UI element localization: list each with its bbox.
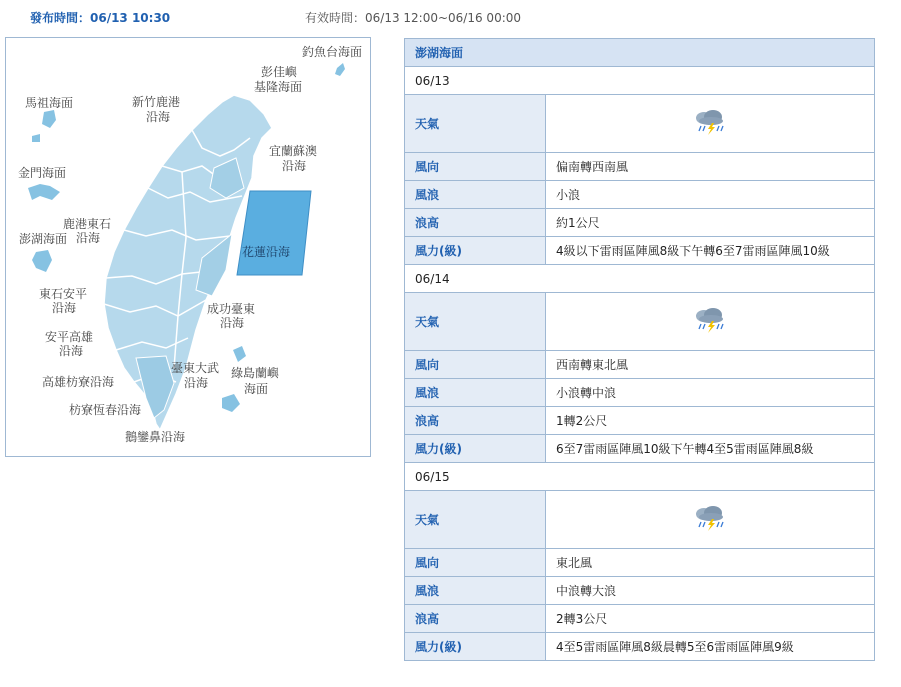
label-anping-2[interactable]: 沿海	[59, 344, 84, 358]
weather-cell	[546, 491, 875, 549]
date-row	[405, 463, 875, 491]
thunderstorm-icon	[693, 307, 727, 333]
issued-time: 發布時間：06/13 10:30	[30, 11, 171, 25]
wave-value: 中浪轉大浪	[546, 577, 875, 605]
wind-force-value: 4級以下雷雨區陣風8級下午轉6至7雷雨區陣風10級	[546, 237, 875, 265]
weather-cell	[546, 293, 875, 351]
label-kinmen[interactable]: 金門海面	[18, 166, 67, 180]
label-anping[interactable]: 安平高雄	[45, 330, 94, 344]
thunderstorm-icon	[693, 109, 727, 135]
hualien-sea-zone[interactable]	[237, 191, 311, 275]
ludao-island[interactable]	[233, 346, 246, 362]
wind-dir-label: 風向	[405, 549, 546, 577]
wind-force-label: 風力(級)	[405, 633, 546, 661]
label-dongshi[interactable]: 東石安平	[39, 287, 88, 301]
valid-time: 有效時間：06/13 12:00~06/16 00:00	[305, 11, 522, 25]
wave-height-value: 2轉3公尺	[546, 605, 875, 633]
date-label: 06/13	[405, 67, 875, 95]
wave-value: 小浪	[546, 181, 875, 209]
wind-dir-label: 風向	[405, 153, 546, 181]
wave-value: 小浪轉中浪	[546, 379, 875, 407]
date-row	[405, 265, 875, 293]
weather-row	[405, 293, 875, 351]
label-keelung[interactable]: 基隆海面	[254, 80, 303, 94]
date-row	[405, 67, 875, 95]
label-chenggong[interactable]: 成功臺東	[207, 302, 256, 316]
wind-dir-value: 東北風	[546, 549, 875, 577]
label-penghu[interactable]: 澎湖海面	[19, 232, 68, 246]
weather-label: 天氣	[405, 95, 546, 153]
wind-force-value: 4至5雷雨區陣風8級晨轉5至6雷雨區陣風9級	[546, 633, 875, 661]
thunderstorm-icon	[693, 505, 727, 531]
wind-force-label: 風力(級)	[405, 237, 546, 265]
weather-label: 天氣	[405, 491, 546, 549]
date-label: 06/15	[405, 463, 875, 491]
wind-dir-value: 偏南轉西南風	[546, 153, 875, 181]
label-lukang-2[interactable]: 沿海	[76, 231, 101, 245]
label-hualien[interactable]: 花蓮沿海	[242, 245, 291, 259]
label-kaohsiung[interactable]: 高雄枋寮沿海	[42, 375, 115, 389]
weather-cell	[546, 95, 875, 153]
wave-height-label: 浪高	[405, 605, 546, 633]
date-label: 06/14	[405, 265, 875, 293]
wave-height-label: 浪高	[405, 407, 546, 435]
area-name: 澎湖海面	[405, 39, 875, 67]
label-diaoyutai[interactable]: 釣魚台海面	[302, 45, 363, 59]
label-eluanbi[interactable]: 鵝鑾鼻沿海	[125, 430, 186, 444]
wind-force-value: 6至7雷雨區陣風10級下午轉4至5雷雨區陣風8級	[546, 435, 875, 463]
label-taitung-2[interactable]: 沿海	[184, 376, 209, 390]
wind-force-label: 風力(級)	[405, 435, 546, 463]
label-hsinchu[interactable]: 新竹鹿港	[132, 95, 181, 109]
label-ludao-2[interactable]: 海面	[244, 382, 269, 396]
wave-height-value: 1轉2公尺	[546, 407, 875, 435]
wave-height-value: 約1公尺	[546, 209, 875, 237]
weather-label: 天氣	[405, 293, 546, 351]
sea-area-map	[5, 37, 371, 457]
label-matsu[interactable]: 馬祖海面	[25, 96, 74, 110]
penghu-islands[interactable]	[32, 250, 52, 272]
diaoyutai-island[interactable]	[335, 63, 345, 76]
label-hsinchu-2[interactable]: 沿海	[146, 110, 171, 124]
label-taitung[interactable]: 臺東大武	[171, 361, 220, 375]
wave-label: 風浪	[405, 577, 546, 605]
wave-label: 風浪	[405, 181, 546, 209]
label-pengjiayu[interactable]: 彭佳嶼	[261, 65, 298, 79]
matsu-islands[interactable]	[32, 110, 56, 142]
wave-label: 風浪	[405, 379, 546, 407]
label-ludao[interactable]: 綠島蘭嶼	[231, 366, 280, 380]
kinmen-island[interactable]	[28, 184, 60, 200]
wave-height-label: 浪高	[405, 209, 546, 237]
weather-row	[405, 95, 875, 153]
wind-dir-label: 風向	[405, 351, 546, 379]
label-yilan-2[interactable]: 沿海	[282, 159, 307, 173]
forecast-table	[404, 38, 875, 661]
lanyu-island[interactable]	[222, 394, 240, 412]
weather-row	[405, 491, 875, 549]
wind-dir-value: 西南轉東北風	[546, 351, 875, 379]
label-dongshi-2[interactable]: 沿海	[52, 301, 77, 315]
label-lukang[interactable]: 鹿港東石	[63, 217, 112, 231]
label-yilan[interactable]: 宜蘭蘇澳	[269, 144, 318, 158]
area-row	[405, 39, 875, 67]
label-fangliao[interactable]: 枋寮恆春沿海	[69, 403, 142, 417]
label-chenggong-2[interactable]: 沿海	[220, 316, 245, 330]
